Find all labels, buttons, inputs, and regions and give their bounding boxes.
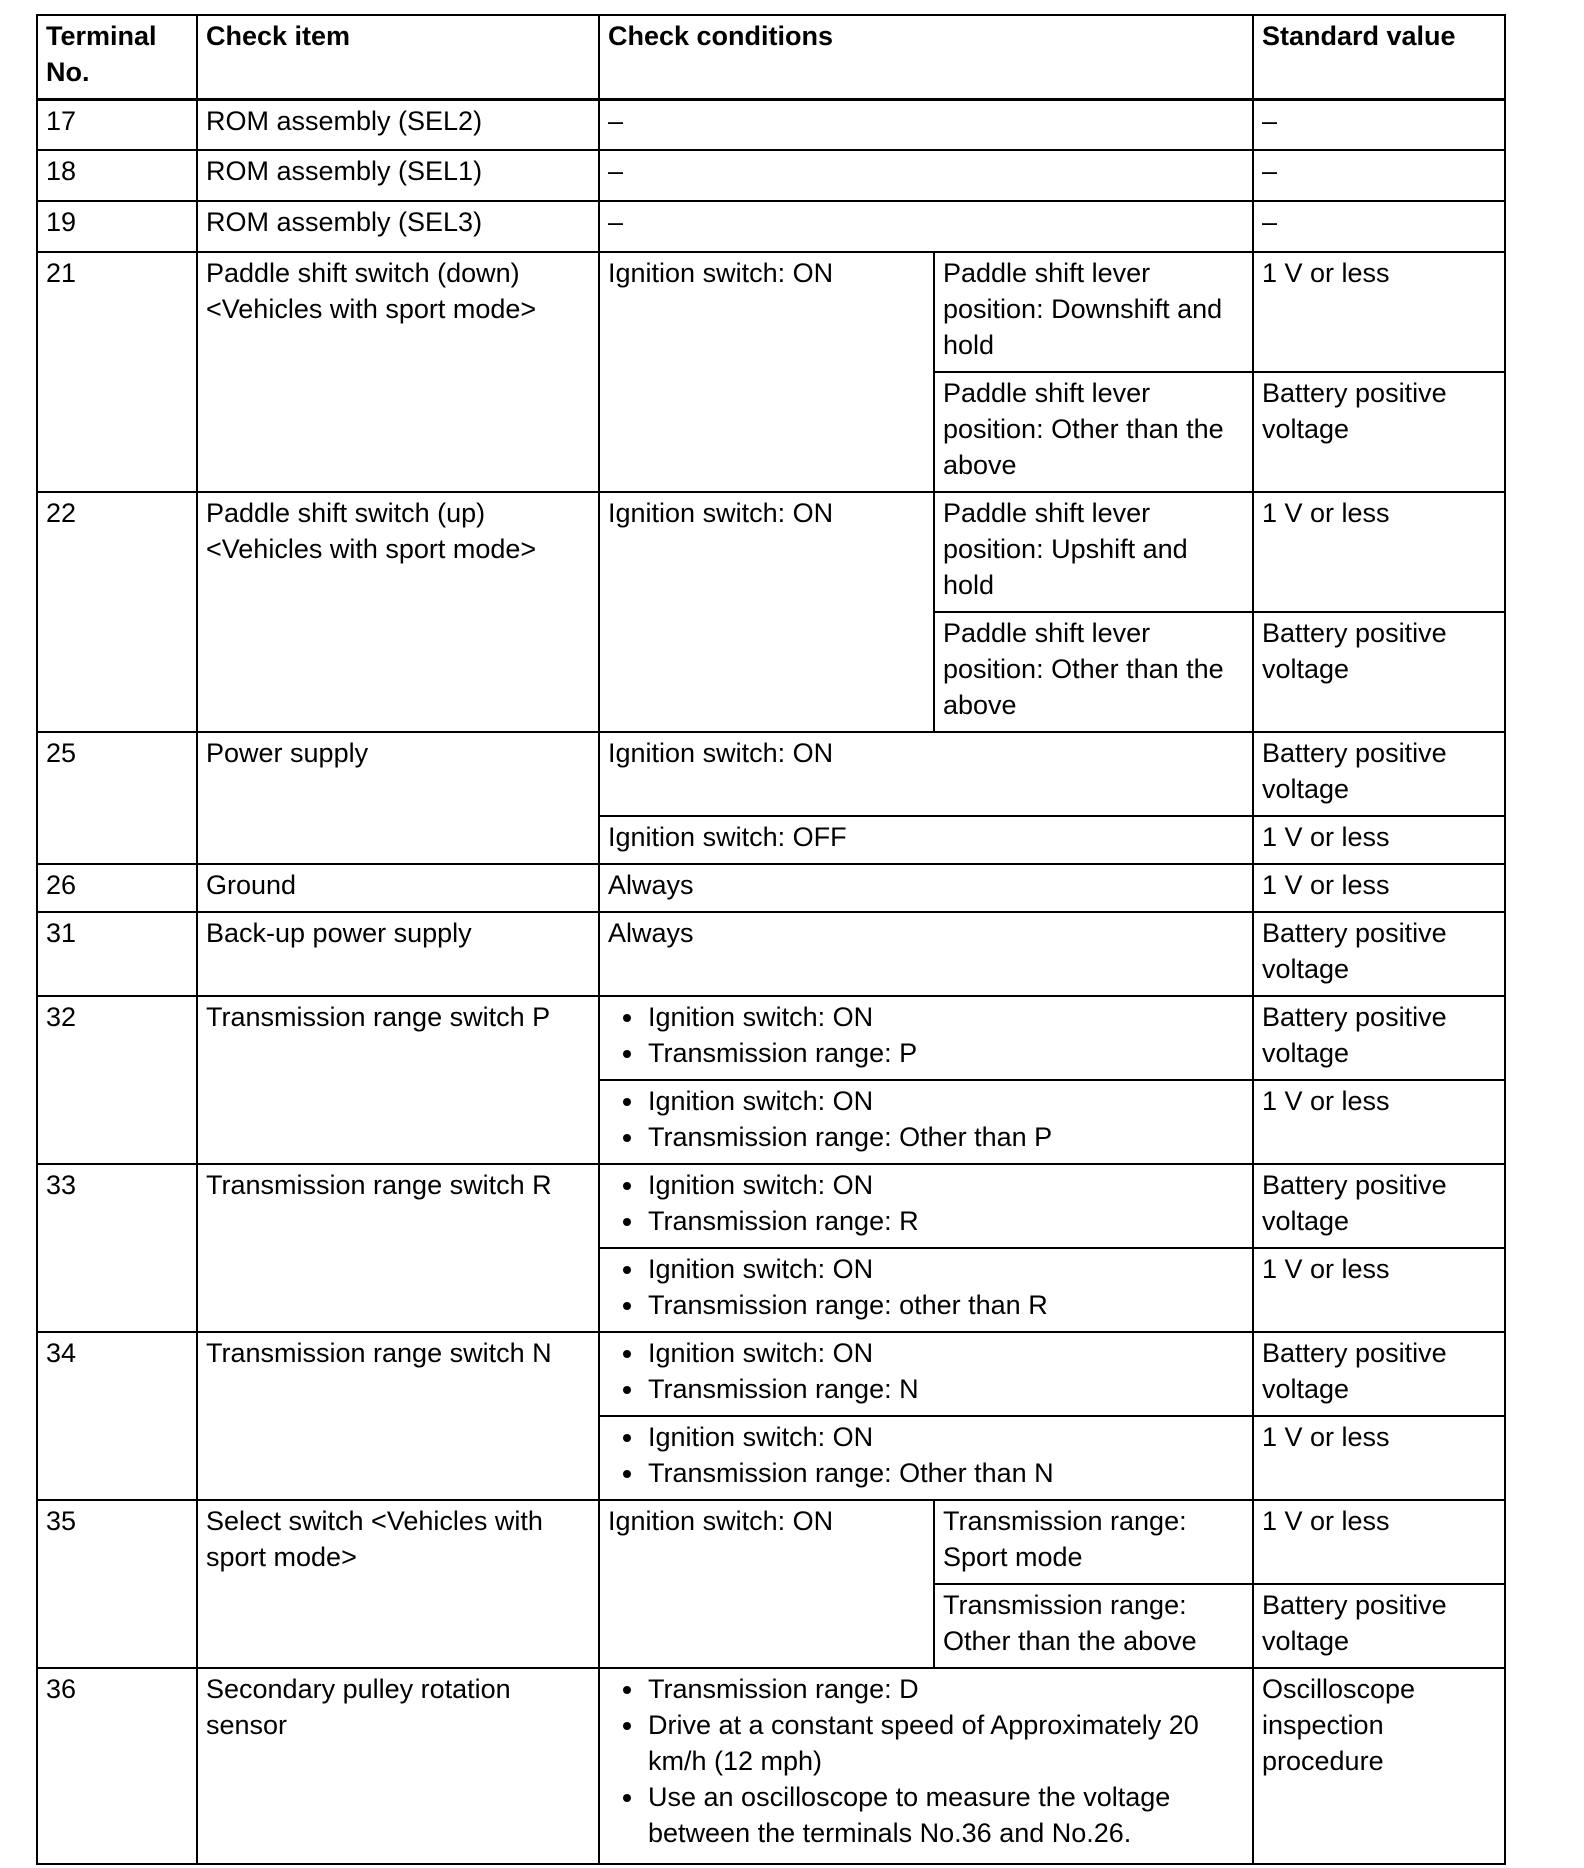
check-condition: – <box>599 201 1253 252</box>
terminal-no: 19 <box>37 201 197 252</box>
standard-value: Battery positive voltage <box>1253 1164 1505 1248</box>
condition-list <box>608 1251 1244 1323</box>
check-item: Ground <box>197 864 599 912</box>
table-row <box>37 252 1505 372</box>
check-condition: – <box>599 150 1253 201</box>
standard-value: Battery positive voltage <box>1253 732 1505 816</box>
standard-value: – <box>1253 99 1505 150</box>
check-condition: Ignition switch: OFF <box>599 816 1253 864</box>
list-item: • Transmission range: N <box>646 1371 1244 1407</box>
check-item: Transmission range switch N <box>197 1332 599 1500</box>
standard-value: Battery positive voltage <box>1253 372 1505 492</box>
check-item: Secondary pulley rotation sensor <box>197 1668 599 1864</box>
condition-list <box>608 1671 1244 1851</box>
check-sub-condition: Paddle shift lever position: Upshift and hold <box>934 492 1253 612</box>
standard-value: Battery positive voltage <box>1253 612 1505 732</box>
table-row <box>37 99 1505 150</box>
condition-list <box>608 1167 1244 1239</box>
check-sub-condition: Paddle shift lever position: Other than the above <box>934 372 1253 492</box>
terminal-no: 25 <box>37 732 197 864</box>
list-item: • Transmission range: other than R <box>646 1287 1244 1323</box>
check-condition <box>599 1164 1253 1248</box>
check-item: ROM assembly (SEL2) <box>197 99 599 150</box>
table-row <box>37 996 1505 1080</box>
standard-value: Battery positive voltage <box>1253 1584 1505 1668</box>
check-condition: Always <box>599 912 1253 996</box>
table-row <box>37 1332 1505 1416</box>
terminal-no: 31 <box>37 912 197 996</box>
terminal-no: 36 <box>37 1668 197 1864</box>
check-condition <box>599 1332 1253 1416</box>
list-item: • Ignition switch: ON <box>646 999 1244 1035</box>
list-item: • Transmission range: Other than P <box>646 1119 1244 1155</box>
check-condition: Ignition switch: ON <box>599 492 934 732</box>
standard-value: Battery positive voltage <box>1253 996 1505 1080</box>
header-standard-value: Standard value <box>1253 15 1505 99</box>
list-item: • Ignition switch: ON <box>646 1167 1244 1203</box>
check-sub-condition: Paddle shift lever position: Downshift and hold <box>934 252 1253 372</box>
standard-value: 1 V or less <box>1253 1416 1505 1500</box>
standard-value: – <box>1253 201 1505 252</box>
condition-list <box>608 1335 1244 1407</box>
check-item: Paddle shift switch (up) <Vehicles with sport mode> <box>197 492 599 732</box>
table-row <box>37 1668 1505 1864</box>
terminal-no: 22 <box>37 492 197 732</box>
check-item: ROM assembly (SEL3) <box>197 201 599 252</box>
check-condition: Ignition switch: ON <box>599 1500 934 1668</box>
check-item: Select switch <Vehicles with sport mode> <box>197 1500 599 1668</box>
check-condition: Ignition switch: ON <box>599 732 1253 816</box>
table-row <box>37 1500 1505 1584</box>
standard-value: 1 V or less <box>1253 1080 1505 1164</box>
table-row <box>37 912 1505 996</box>
standard-value: Oscilloscope inspection procedure <box>1253 1668 1505 1864</box>
list-item: • Ignition switch: ON <box>646 1335 1244 1371</box>
terminal-no: 26 <box>37 864 197 912</box>
header-row <box>37 15 1505 99</box>
list-item: • Transmission range: Other than N <box>646 1455 1244 1491</box>
condition-list <box>608 999 1244 1071</box>
check-condition: Always <box>599 864 1253 912</box>
condition-list <box>608 1419 1244 1491</box>
check-item: Transmission range switch R <box>197 1164 599 1332</box>
standard-value: 1 V or less <box>1253 1248 1505 1332</box>
list-item: • Ignition switch: ON <box>646 1251 1244 1287</box>
standard-value: 1 V or less <box>1253 252 1505 372</box>
list-item: • Ignition switch: ON <box>646 1419 1244 1455</box>
terminal-no: 33 <box>37 1164 197 1332</box>
table-row <box>37 732 1505 816</box>
standard-value: 1 V or less <box>1253 864 1505 912</box>
terminal-no: 35 <box>37 1500 197 1668</box>
check-condition: Ignition switch: ON <box>599 252 934 492</box>
check-condition <box>599 996 1253 1080</box>
list-item: • Drive at a constant speed of Approximately 20 km/h (12 mph) <box>646 1707 1244 1779</box>
terminal-no: 18 <box>37 150 197 201</box>
check-condition <box>599 1668 1253 1864</box>
standard-value: 1 V or less <box>1253 816 1505 864</box>
terminal-no: 32 <box>37 996 197 1164</box>
check-condition <box>599 1416 1253 1500</box>
table-row <box>37 492 1505 612</box>
table-row <box>37 864 1505 912</box>
check-sub-condition: Paddle shift lever position: Other than the above <box>934 612 1253 732</box>
terminal-check-table <box>36 14 1506 1865</box>
standard-value: 1 V or less <box>1253 1500 1505 1584</box>
check-item: ROM assembly (SEL1) <box>197 150 599 201</box>
list-item: • Use an oscilloscope to measure the voltage between the terminals No.36 and No.26. <box>646 1779 1244 1851</box>
table-row <box>37 1164 1505 1248</box>
terminal-no: 17 <box>37 99 197 150</box>
table-row <box>37 201 1505 252</box>
check-item: Transmission range switch P <box>197 996 599 1164</box>
standard-value: 1 V or less <box>1253 492 1505 612</box>
list-item: • Transmission range: D <box>646 1671 1244 1707</box>
condition-list <box>608 1083 1244 1155</box>
list-item: • Transmission range: R <box>646 1203 1244 1239</box>
header-check-item: Check item <box>197 15 599 99</box>
check-sub-condition: Transmission range: Sport mode <box>934 1500 1253 1584</box>
list-item: • Transmission range: P <box>646 1035 1244 1071</box>
check-item: Power supply <box>197 732 599 864</box>
check-condition: – <box>599 99 1253 150</box>
check-item: Paddle shift switch (down) <Vehicles with sport mode> <box>197 252 599 492</box>
check-sub-condition: Transmission range: Other than the above <box>934 1584 1253 1668</box>
header-check-conditions: Check conditions <box>599 15 1253 99</box>
terminal-no: 21 <box>37 252 197 492</box>
standard-value: Battery positive voltage <box>1253 1332 1505 1416</box>
standard-value: – <box>1253 150 1505 201</box>
check-item: Back-up power supply <box>197 912 599 996</box>
check-condition <box>599 1080 1253 1164</box>
check-condition <box>599 1248 1253 1332</box>
header-terminal-no: Terminal No. <box>37 15 197 99</box>
table-row <box>37 150 1505 201</box>
list-item: • Ignition switch: ON <box>646 1083 1244 1119</box>
terminal-no: 34 <box>37 1332 197 1500</box>
standard-value: Battery positive voltage <box>1253 912 1505 996</box>
